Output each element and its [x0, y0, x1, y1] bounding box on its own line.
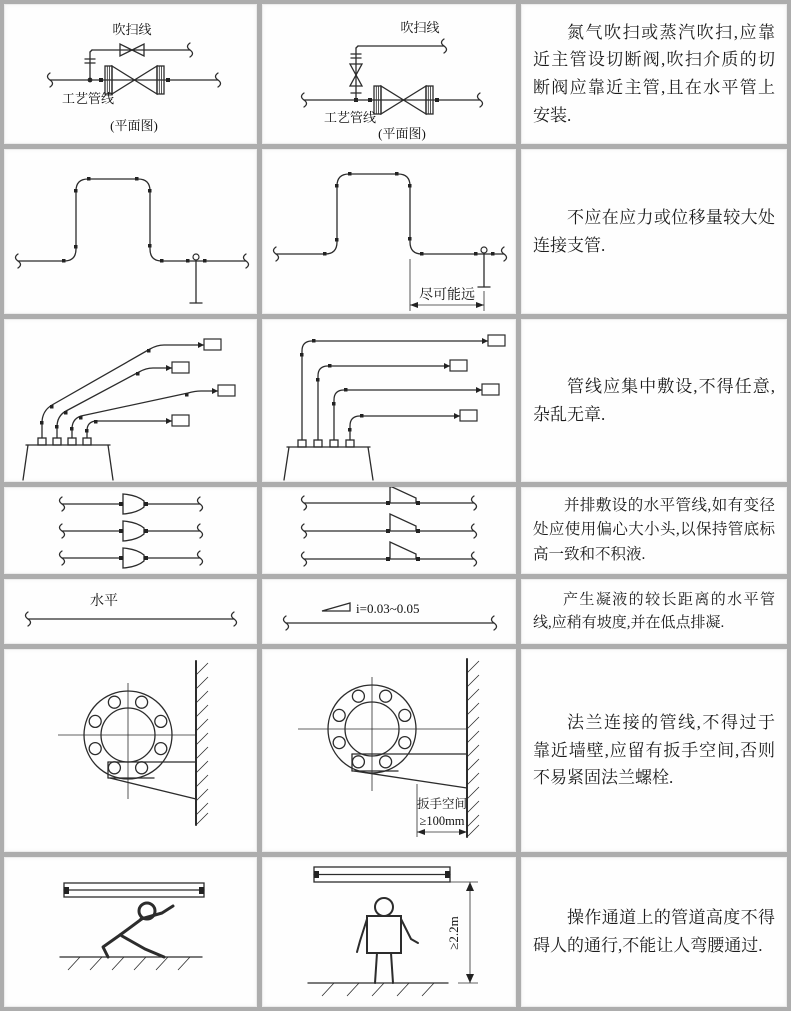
cell-r3-messy-routing: [4, 319, 257, 482]
min-100mm-label: ≥100mm: [419, 814, 465, 828]
eccentric-reducer-line: [302, 487, 477, 510]
slope-symbol-icon: [322, 603, 350, 611]
gate-valve-icon: [99, 66, 170, 94]
instrument-box: [218, 385, 235, 396]
cell-r4-eccentric-reducers: [262, 487, 516, 574]
note-text-row5: 产生凝液的较长距离的水平管线,应稍有坡度,并在低点排凝.: [533, 592, 775, 631]
cell-r4-concentric-reducers: [4, 487, 257, 574]
dimension-as-far-as-possible: [410, 259, 484, 311]
eccentric-reducer-line: [302, 542, 477, 566]
instrument-box: [204, 339, 221, 350]
instrument-box: [488, 335, 505, 346]
plan-view-caption: (平面图): [378, 126, 426, 141]
note-text-row2: 不应在应力或位移量较大处连接支管.: [533, 207, 775, 255]
dimension-wrench-space: [417, 784, 467, 837]
cell-r5-horizontal-line: [4, 579, 257, 644]
cell-r1-purge-plan-valve-on-horizontal: [4, 4, 257, 144]
process-line-label: 工艺管线: [323, 110, 377, 125]
wrench-space-label: 扳手空间: [416, 797, 468, 811]
eccentric-reducer-line: [302, 514, 477, 538]
high-pipe-standing-person-diagram: [262, 857, 516, 1007]
min-height-label: ≥2.2m: [446, 916, 461, 950]
cell-r7-note: [521, 857, 787, 1007]
cell-r3-tidy-routing: [262, 319, 516, 482]
note-text-row4: 并排敷设的水平管线,如有变径处应使用偏心大小头,以保持管底标高一致和不积液.: [533, 496, 775, 563]
vessel: [284, 440, 373, 480]
cell-r6-flange-wrench-space: [262, 649, 516, 852]
note-text-row1: 氮气吹扫或蒸汽吹扫,应靠近主管设切断阀,吹扫介质的切断阀应靠近主管,且在水平管上安装.: [533, 22, 775, 125]
eccentric-reducers-diagram: [262, 487, 516, 574]
support-bracket: [108, 762, 196, 799]
instrument-box: [172, 415, 189, 426]
purge-line-label: 吹扫线: [112, 22, 152, 37]
expansion-loop-branch-far-diagram: [262, 149, 516, 314]
concentric-reducer-line: [60, 548, 203, 568]
cell-r1-note: [521, 4, 787, 144]
expansion-loop-branch-near-diagram: [4, 149, 257, 314]
gate-valve-icon: [368, 86, 439, 114]
flange-close-to-wall-diagram: [4, 649, 257, 852]
support-bracket: [352, 754, 467, 788]
cell-r3-note: [521, 319, 787, 482]
horizontal-line-diagram: [4, 579, 257, 644]
standing-person: [357, 898, 418, 983]
instrument-box: [450, 360, 467, 371]
ground: [60, 957, 202, 970]
purge-line-plan-right-diagram: [262, 4, 516, 144]
overhead-pipe: [314, 867, 450, 882]
instrument-lines-messy-diagram: [4, 319, 257, 482]
concentric-reducer-line: [60, 521, 203, 541]
vessel: [23, 438, 113, 480]
process-line-label: 工艺管线: [61, 91, 115, 106]
instrument-box: [460, 410, 477, 421]
note-text-row6: 法兰连接的管线,不得过于靠近墙壁,应留有扳手空间,否则不易紧固法兰螺栓.: [533, 713, 775, 788]
instrument-box: [482, 384, 499, 395]
instrument-lines-tidy-diagram: [262, 319, 516, 482]
bent-person: [103, 903, 173, 957]
low-pipe-bent-person-diagram: [4, 857, 257, 1007]
cell-r2-loop-branch-far: [262, 149, 516, 314]
cell-r4-note: [521, 487, 787, 574]
branch-connection: [186, 254, 207, 303]
wall: [196, 661, 208, 825]
concentric-reducer-line: [60, 494, 203, 514]
cell-r7-low-pipe: [4, 857, 257, 1007]
note-text-row7: 操作通道上的管道高度不得碍人的通行,不能让人弯腰通过.: [533, 908, 775, 955]
flange-with-wrench-space-diagram: [262, 649, 516, 852]
branch-connection: [474, 247, 495, 287]
cell-r2-note: [521, 149, 787, 314]
plan-view-caption: (平面图): [110, 118, 158, 133]
as-far-as-possible-label: 尽可能远: [419, 288, 475, 303]
overhead-pipe: [64, 883, 204, 897]
sloped-line-diagram: [262, 579, 516, 644]
instrument-box: [172, 362, 189, 373]
cell-r7-high-pipe: [262, 857, 516, 1007]
cell-r1-purge-plan-valve-on-riser: [262, 4, 516, 144]
dimension-min-height: [446, 882, 478, 983]
cell-r5-sloped-line: [262, 579, 516, 644]
wall: [467, 659, 479, 837]
slope-label: i=0.03~0.05: [356, 601, 420, 616]
cell-r2-loop-branch-near: [4, 149, 257, 314]
concentric-reducers-diagram: [4, 487, 257, 574]
purge-line-label: 吹扫线: [400, 20, 440, 35]
ground: [308, 983, 448, 996]
cell-r6-note: [521, 649, 787, 852]
cell-r6-flange-near-wall: [4, 649, 257, 852]
purge-line-plan-left-diagram: [4, 4, 257, 144]
cell-r5-note: [521, 579, 787, 644]
note-text-row3: 管线应集中敷设,不得任意,杂乱无章.: [533, 376, 775, 424]
horizontal-label: 水平: [90, 594, 118, 609]
